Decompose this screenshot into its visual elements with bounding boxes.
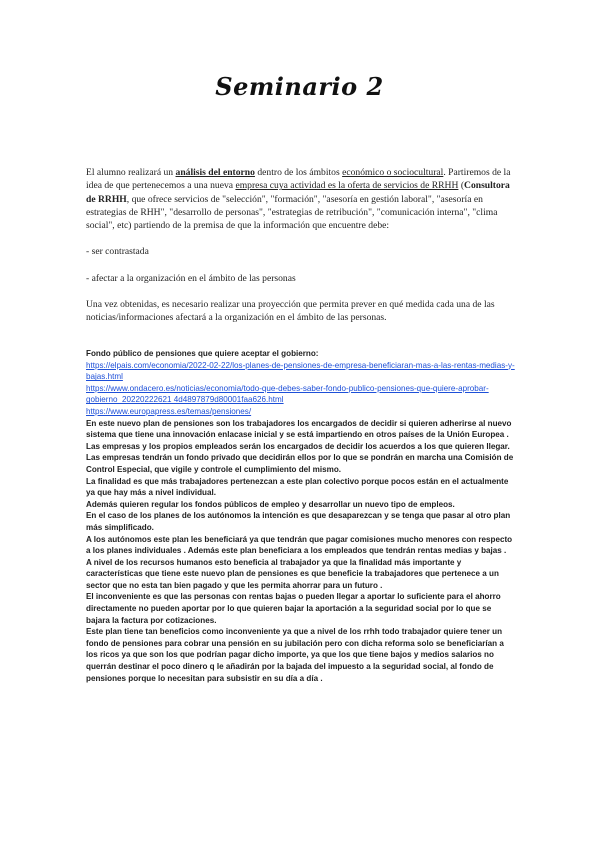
intro-paragraph [86, 166, 516, 232]
intro-text: El alumno realizará un [86, 167, 176, 178]
answer-paragraph: Además quieren regular los fondos públicos de empleo y desarrollar un nuevo tipo de empleos. [86, 499, 455, 509]
answer-paragraph: Las empresas y los propios empleados serán los encargados de decidir los acuerdos a los que quieren llegar. Las empresas tendrán un fondo privado que decidirán ellos por lo que se pondrán en marcha una Comisión de Control Especial, que vigile y controle el cumplimiento del mismo. [86, 441, 514, 474]
intro-emphasis-analysis: análisis del entorno [175, 167, 255, 178]
answer-paragraph: El inconveniente es que las personas con rentas bajas o pueden llegar a aportar lo suficiente para el ahorro directamente no pueden aportar por lo que quieren bajar la aportación a la seguridad social por lo que se bajara la factura por cotizaciones. [86, 592, 501, 625]
answer-paragraph: En el caso de los planes de los autónomos la intención es que desaparezcan y se tenga que pasar al otro plan más simplificado. [86, 511, 511, 532]
answer-paragraph: Este plan tiene tan beneficios como inconveniente ya que a nivel de los rrhh todo trabajador quiere tener un fondo de pensiones para cobrar una pensión en su jubilación pero con dicha reforma solo se beneficiarían a los ricos ya que son los que podrían pagar dicho importe, ya que los que tiene bajos y medios salarios no querrán destinar el poco dinero q le añadirán por la bajada del impuesto a la seguridad social, al fondo de pensiones porque lo necesitan para subsistir en su día a día . [86, 627, 504, 683]
answer-paragraph: La finalidad es que más trabajadores pertenezcan a este plan colectivo porque pocos están en el actualmente ya que hay más a nivel individual. [86, 476, 509, 498]
intro-paragraph-projection: Una vez obtenidas, es necesario realizar una proyección que permita prever en qué medida cada una de las noticias/informaciones afectará a la organización en el ámbito de las personas. [86, 299, 495, 324]
source-link[interactable]: https://www.ondacero.es/noticias/economia/todo-que-debes-saber-fondo-publico-pensiones-que-quiere-aprobar-gobierno_20220222621 4d4897879d80001faa626.html [86, 383, 489, 405]
student-answer [86, 348, 516, 684]
answer-paragraph: A los autónomos este plan les beneficiará ya que tendrán que pagar comisiones mucho menores con respecto a los planes individuales . Además este plan beneficiara a los empleados que tendrán rentas medias y bajas . [86, 534, 513, 556]
intro-text: dentro de los ámbitos [254, 167, 343, 178]
intro-text: ( [458, 180, 465, 192]
answer-paragraph: A nivel de los recursos humanos esto beneficia al trabajador ya que la finalidad más importante y características que tiene este nuevo plan de pensiones es que beneficie la trabajadores que pertenece a un sector que no esta tan bien pagado y que les permita ahorrar para un futuro . [86, 557, 499, 590]
intro-bullet: - afectar a la organización en el ámbito de las personas [86, 272, 296, 284]
intro-text: , que ofrece servicios de "selección", "formación", "asesoría en gestión laboral", "asesoría en estrategias de RHH", "desarrollo de personas", "estrategias de retribución", "comunicación interna", "clima social", etc) partiendo de la premisa de que la información que encuentre debe: [86, 193, 498, 232]
intro-emphasis-company: empresa cuya actividad es la oferta de servicios de RRHH [235, 180, 459, 192]
answer-heading: Fondo público de pensiones que quiere aceptar el gobierno: [86, 349, 319, 358]
assignment-intro [86, 166, 516, 325]
answer-paragraph: En este nuevo plan de pensiones son los trabajadores los encargados de decidir si quieren adherirse al nuevo sistema que tiene una innovación enlacase inicial y se está impartiendo en otros países de la Unión Europea . [86, 418, 512, 440]
intro-emphasis-scope: económico o sociocultural [342, 167, 444, 178]
source-link[interactable]: https://elpais.com/economia/2022-02-22/los-planes-de-pensiones-de-empresa-beneficiaran-mas-a-las-rentas-medias-y-bajas.html [86, 360, 515, 382]
intro-text: . Partiremos de la idea de que pertenecemos a una nueva [86, 167, 511, 192]
intro-bullet: - ser contrastada [86, 246, 149, 258]
source-link[interactable]: https://www.europapress.es/temas/pensiones/ [86, 406, 252, 416]
intro-emphasis-consultora: Consultora de RRHH [86, 180, 510, 205]
page-title: Seminario 2 [215, 72, 384, 101]
